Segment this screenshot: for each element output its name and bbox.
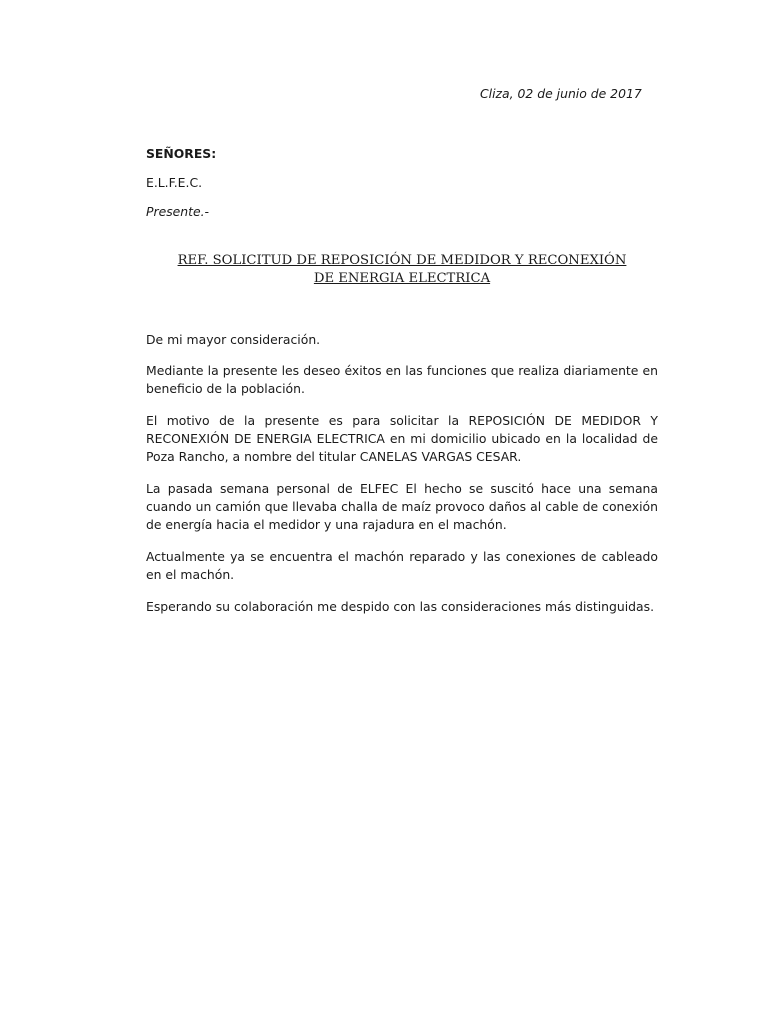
letter-date: Cliza, 02 de junio de 2017 [480, 86, 642, 101]
paragraph-closing: Esperando su colaboración me despido con las consideraciones más distinguidas. [146, 599, 655, 614]
paragraph-incident: La pasada semana personal de ELFEC El hecho se suscitó hace una semana cuando un camión que llevaba challa de maíz provoco daños al cable de conexión de energía hacia el medidor y una rajadura en el machón. [146, 481, 658, 532]
recipient-presente: Presente.- [146, 204, 210, 219]
greeting: De mi mayor consideración. [146, 332, 321, 347]
reference-line-1: REF. SOLICITUD DE REPOSICIÓN DE MEDIDOR Y RECONEXIÓN [177, 253, 627, 268]
paragraph-status: Actualmente ya se encuentra el machón reparado y las conexiones de cableado en el machón. [146, 549, 658, 582]
reference-subject [140, 252, 664, 288]
paragraph-request: El motivo de la presente es para solicitar la REPOSICIÓN DE MEDIDOR Y RECONEXIÓN DE ENERGIA ELECTRICA en mi domicilio ubicado en la localidad de Poza Rancho, a nombre del titular CANELAS VARGAS CESAR. [146, 413, 658, 464]
recipient-heading: SEÑORES: [146, 146, 217, 161]
reference-line-2: DE ENERGIA ELECTRICA [313, 271, 491, 286]
recipient-name: E.L.F.E.C. [146, 175, 203, 190]
letter-body [146, 331, 658, 630]
paragraph-wishes: Mediante la presente les deseo éxitos en las funciones que realiza diariamente en beneficio de la población. [146, 363, 658, 396]
